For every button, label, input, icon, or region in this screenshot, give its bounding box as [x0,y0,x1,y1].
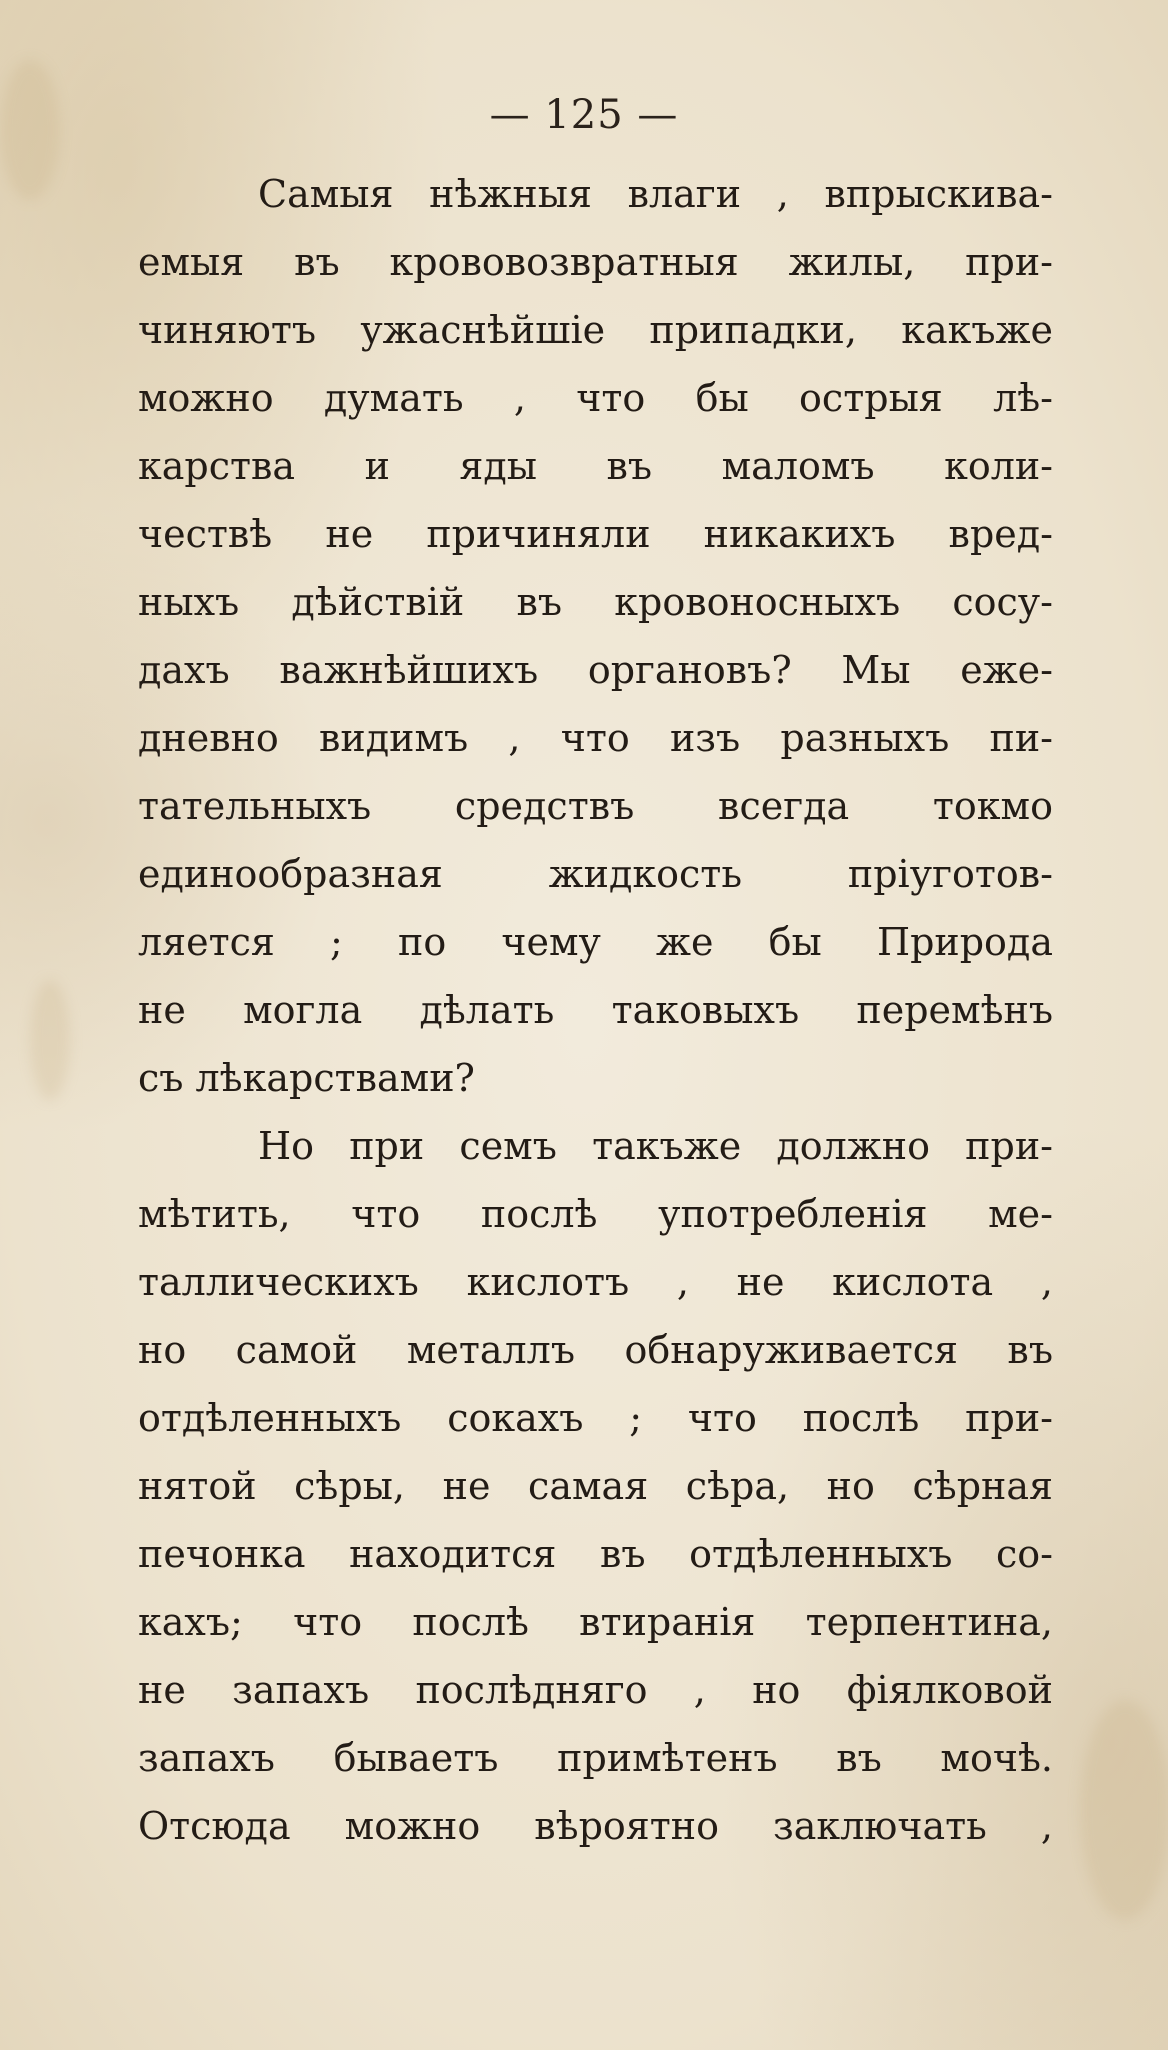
text-line: Отсюда можно вѣроятно заключать , [138,1804,1053,1848]
text-line: кахъ; что послѣ втиранія терпентина, [138,1600,1053,1644]
body-text [138,160,1053,1860]
text-line: запахъ бываетъ примѣтенъ въ мочѣ. [138,1736,1053,1780]
text-line: емыя въ крововозвратныя жилы, при- [138,240,1053,284]
text-line: тательныхъ средствъ всегда токмо [138,784,1053,828]
text-line: не могла дѣлать таковыхъ перемѣнъ [138,988,1053,1032]
text-line: можно думать , что бы острыя лѣ- [138,376,1053,420]
paper-stain [30,980,70,1100]
text-line: таллическихъ кислотъ , не кислота , [138,1260,1053,1304]
text-line: чиняютъ ужаснѣйшіе припадки, какъже [138,308,1053,352]
text-line: печонка находится въ отдѣленныхъ со- [138,1532,1053,1576]
text-line: ныхъ дѣйствій въ кровоносныхъ сосу- [138,580,1053,624]
text-line: но самой металлъ обнаруживается въ [138,1328,1053,1372]
text-line: не запахъ послѣдняго , но фіялковой [138,1668,1053,1712]
text-line: дахъ важнѣйшихъ органовъ? Мы еже- [138,648,1053,692]
text-line: дневно видимъ , что изъ разныхъ пи- [138,716,1053,760]
text-line: Но при семъ такъже должно при- [258,1124,1053,1168]
text-line: нятой сѣры, не самая сѣра, но сѣрная [138,1464,1053,1508]
text-line: ляется ; по чему же бы Природа [138,920,1053,964]
text-line: чествѣ не причиняли никакихъ вред- [138,512,1053,556]
paper-stain [1080,1700,1168,1920]
text-line: отдѣленныхъ сокахъ ; что послѣ при- [138,1396,1053,1440]
text-line: Самыя нѣжныя влаги , впрыскива- [258,172,1053,216]
text-line: съ лѣкарствами? [138,1056,475,1100]
text-line: карства и яды въ маломъ коли- [138,444,1053,488]
text-line: мѣтить, что послѣ употребленія ме- [138,1192,1053,1236]
page-number: — 125 — [489,92,679,138]
text-line: единообразная жидкость пріуготов- [138,852,1053,896]
